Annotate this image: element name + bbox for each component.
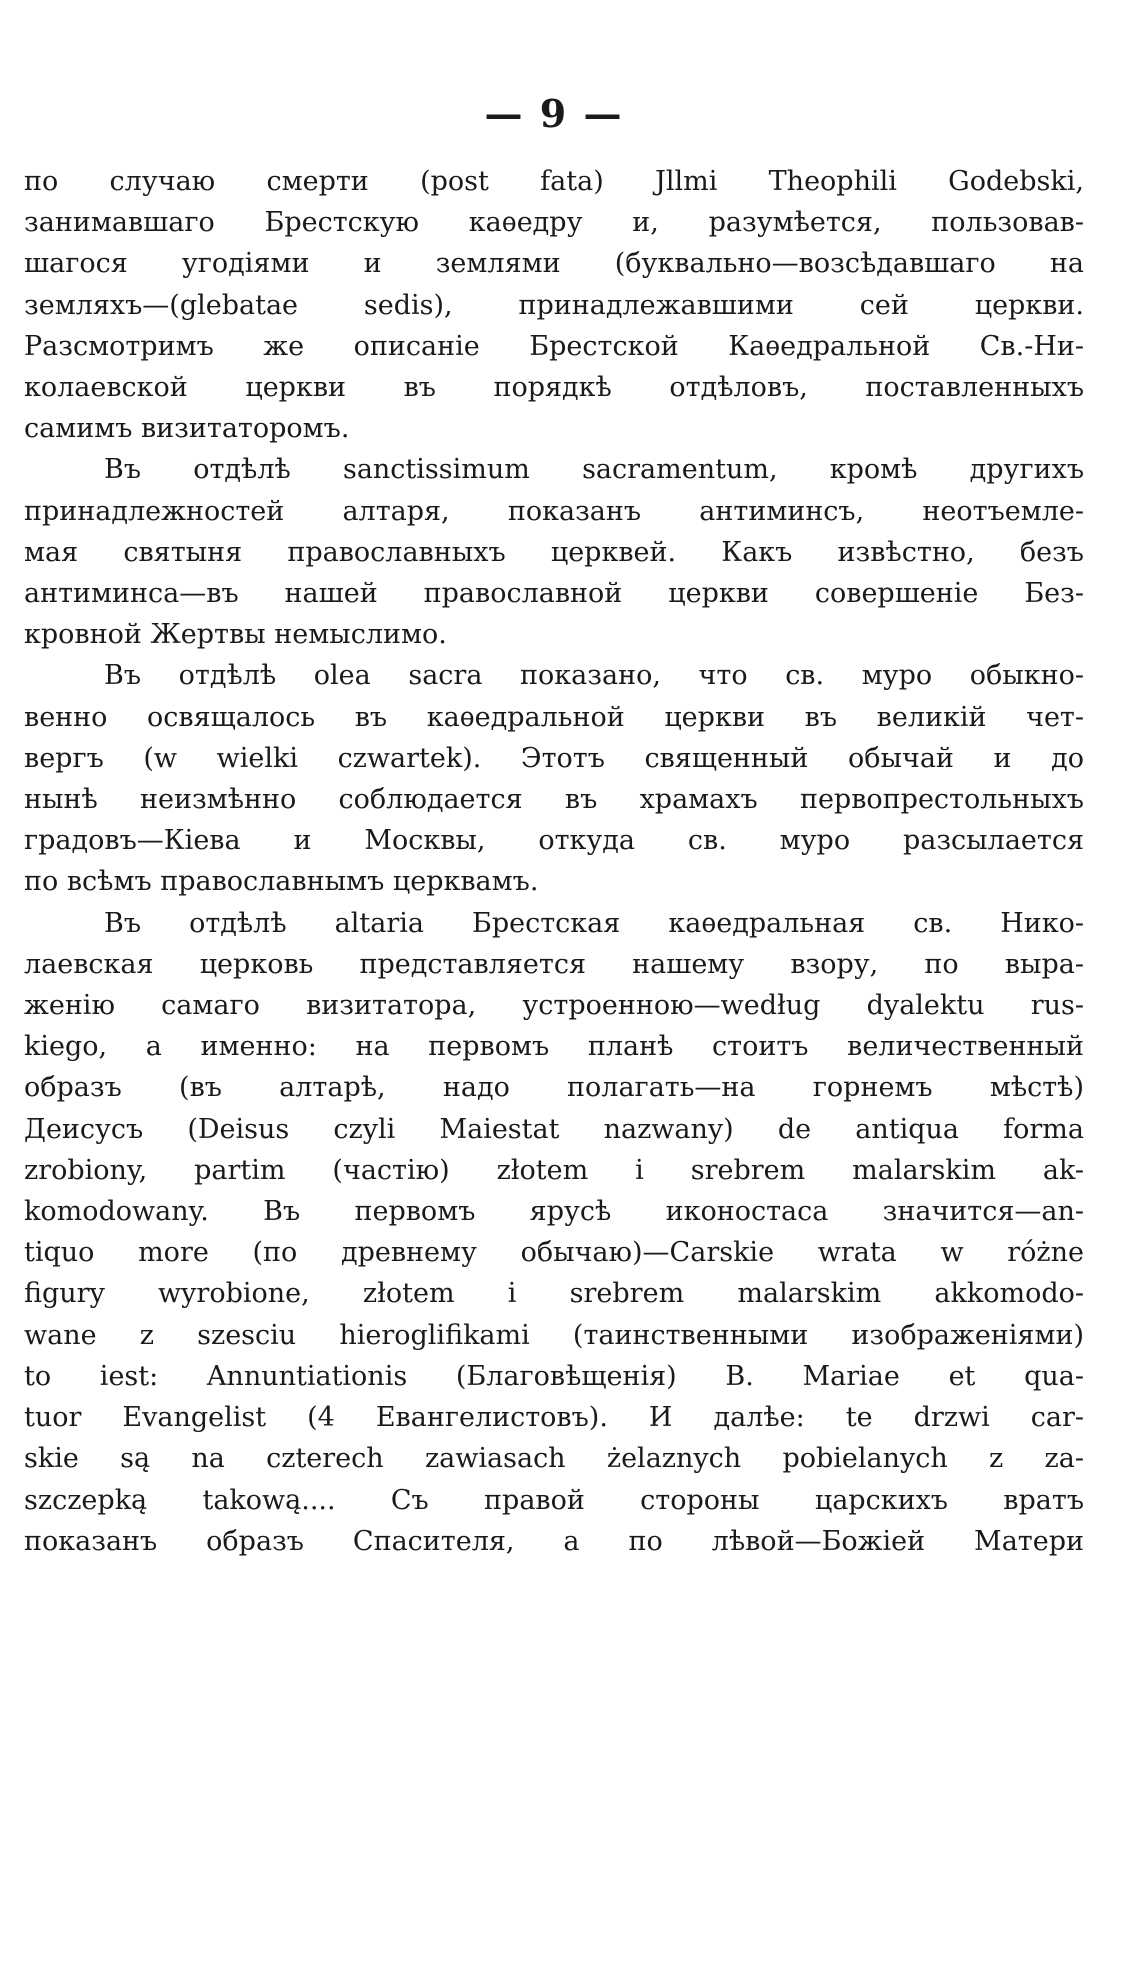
- text-line: кровной Жертвы немыслимо.: [24, 619, 447, 651]
- paragraph-3: [24, 655, 1084, 902]
- text-line: колаевской церкви въ порядкѣ отдѣловъ, поставленныхъ: [24, 372, 1084, 404]
- book-page: [24, 91, 1084, 1955]
- text-line: Въ отдѣлѣ olea sacra показано, что св. муро обыкно-: [104, 660, 1084, 692]
- text-line: skie są na czterech zawiasach żelaznych pobielanych z za-: [24, 1443, 1084, 1475]
- paragraph-2: [24, 449, 1084, 655]
- text-line: Въ отдѣлѣ altaria Брестская каѳедральная св. Нико-: [104, 907, 1084, 939]
- text-line: образъ (въ алтарѣ, надо полагать—на горнемъ мѣстѣ): [24, 1072, 1084, 1104]
- text-line: komodowany. Въ первомъ ярусѣ иконостаса значится—an-: [24, 1196, 1084, 1228]
- text-line: figury wyrobione, złotem i srebrem malarskim akkomodo-: [24, 1278, 1084, 1310]
- text-line: kiego, а именно: на первомъ планѣ стоитъ величественный: [24, 1031, 1084, 1063]
- text-line: zrobiony, partim (частію) złotem i srebrem malarskim ak-: [24, 1154, 1084, 1186]
- text-line: Въ отдѣлѣ sanctissimum sacramentum, кромѣ другихъ: [104, 454, 1084, 486]
- text-line: шагося угодіями и землями (буквально—возсѣдавшаго на: [24, 248, 1084, 280]
- page-number: — 9 —: [484, 91, 624, 136]
- text-line: по всѣмъ православнымъ церквамъ.: [24, 866, 539, 898]
- page-text: [24, 161, 1084, 1562]
- text-line: градовъ—Кіева и Москвы, откуда св. муро разсылается: [24, 825, 1084, 857]
- text-line: лаевская церковь представляется нашему взору, по выра-: [24, 948, 1084, 980]
- text-line: венно освящалось въ каѳедральной церкви въ великій чет-: [24, 701, 1084, 733]
- text-line: Деисусъ (Deisus czyli Maiestat nazwany) de antiqua forma: [24, 1113, 1084, 1145]
- text-line: мая святыня православныхъ церквей. Какъ извѣстно, безъ: [24, 536, 1084, 568]
- text-line: женію самаго визитатора, устроенною—według dyalektu rus-: [24, 990, 1084, 1022]
- paragraph-4: [24, 903, 1084, 1562]
- text-line: нынѣ неизмѣнно соблюдается въ храмахъ первопрестольныхъ: [24, 784, 1084, 816]
- text-line: wane z szesciu hieroglifikami (таинственными изображеніями): [24, 1319, 1084, 1351]
- text-line: самимъ визитаторомъ.: [24, 413, 350, 445]
- text-line: to iest: Annuntiationis (Благовѣщенія) B. Mariae et qua-: [24, 1360, 1084, 1392]
- text-line: szczepką takową.... Съ правой стороны царскихъ вратъ: [24, 1484, 1084, 1516]
- text-line: вергъ (w wielki czwartek). Этотъ священный обычай и до: [24, 742, 1084, 774]
- text-line: Разсмотримъ же описаніе Брестской Каѳедральной Св.-Ни-: [24, 330, 1084, 362]
- text-line: антиминса—въ нашей православной церкви совершеніе Без-: [24, 578, 1084, 610]
- text-line: земляхъ—(glebatae sedis), принадлежавшими сей церкви.: [24, 289, 1084, 321]
- text-line: по случаю смерти (post fata) Jllmi Theophili Godebski,: [24, 166, 1084, 197]
- text-line: показанъ образъ Спасителя, а по лѣвой—Божіей Матери: [24, 1525, 1084, 1557]
- text-line: принадлежностей алтаря, показанъ антиминсъ, неотъемле-: [24, 495, 1084, 527]
- paragraph-1: [24, 161, 1084, 449]
- text-line: занимавшаго Брестскую каѳедру и, разумѣется, пользовав-: [24, 207, 1084, 239]
- text-line: tiquo more (по древнему обычаю)—Carskie wrata w różne: [24, 1237, 1084, 1269]
- text-line: tuor Evangelist (4 Евангелистовъ). И далѣе: te drzwi car-: [24, 1402, 1084, 1434]
